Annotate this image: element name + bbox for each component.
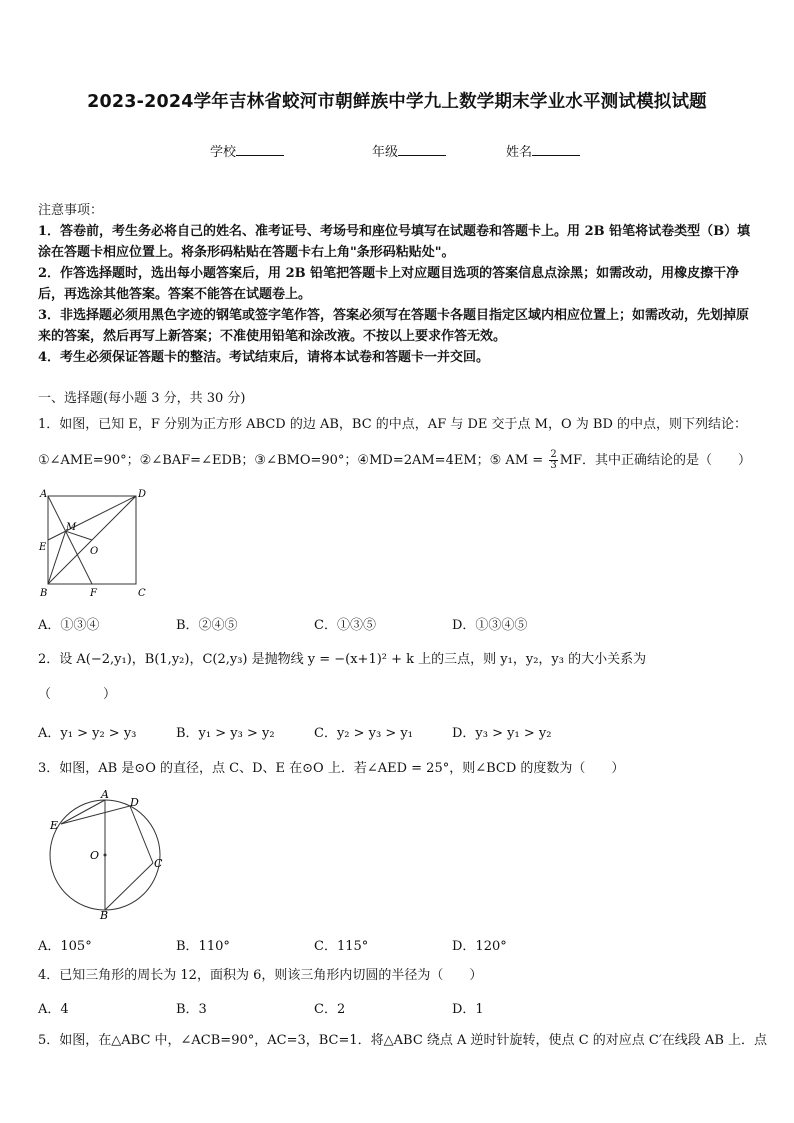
q1-frac-den: 3 (550, 460, 557, 471)
q1-option-a[interactable]: A．①③④ (38, 618, 100, 633)
q1-square-figure (36, 486, 148, 600)
label-e: E (39, 542, 47, 553)
chord-ed (61, 806, 130, 824)
label-o: O (90, 849, 100, 862)
label-d: D (138, 489, 147, 500)
q3-stem: 3．如图，AB 是⊙O 的直径，点 C、D、E 在⊙O 上．若∠AED = 25°，则∠BCD 的度数为（ ） (38, 761, 625, 776)
label-o: O (90, 546, 99, 557)
notice-item-3: 3．非选择题必须用黑色字迹的钢笔或签字笔作答，答案必须写在答题卡各题目指定区域内相应位置上；如需改动，先划掉原来的答案，然后再写上新答案；不准使用铅笔和涂改液。不按以上要求作答无效。 (38, 308, 750, 344)
q3-circle-figure (46, 788, 176, 920)
notice-item-2: 2．作答选择题时，选出每小题答案后，用 2B 铅笔把答题卡上对应题目选项的答案信息点涂黑；如需改动，用橡皮擦干净后，再选涂其他答案。答案不能答在试题卷上。 (38, 266, 740, 302)
segment-af (48, 496, 92, 584)
page-title: 2023-2024学年吉林省蛟河市朝鲜族中学九上数学期末学业水平测试模拟试题 (87, 92, 707, 112)
q1-option-c[interactable]: C．①③⑤ (314, 618, 376, 633)
label-c: C (138, 588, 146, 599)
label-m: M (66, 522, 77, 533)
q1-statements (38, 450, 762, 471)
q2-stem: 2．设 A(−2,y₁)，B(1,y₂)，C(2,y₃) 是抛物线 y = −(x+1)² + k 上的三点，则 y₁，y₂，y₃ 的大小关系为 (38, 652, 647, 667)
q1-statements-a: ①∠AME=90°；②∠BAF=∠EDB；③∠BMO=90°；④MD=2AM=4EM；⑤ AM = (38, 453, 544, 468)
label-b: B (100, 909, 109, 920)
q3-option-a[interactable]: A．105° (38, 939, 92, 954)
q5-stem: 5．如图，在△ABC 中，∠ACB=90°，AC=3，BC=1．将△ABC 绕点 A 逆时针旋转，使点 C 的对应点 C′在线段 AB 上．点 (38, 1033, 768, 1048)
q4-stem: 4．已知三角形的周长为 12，面积为 6，则该三角形内切圆的半径为（ ） (38, 968, 483, 983)
chord-ae (61, 800, 105, 824)
name-label: 姓名 (506, 145, 533, 160)
notice-item-4: 4．考生必须保证答题卡的整洁。考试结束后，请将本试卷和答题卡一并交回。 (38, 350, 490, 365)
chord-dc (130, 806, 153, 863)
school-field (210, 141, 284, 160)
q1-frac-num: 2 (550, 449, 557, 460)
q4-option-c[interactable]: C．2 (314, 1002, 346, 1017)
q3-option-d[interactable]: D．120° (452, 939, 507, 954)
grade-label: 年级 (372, 145, 399, 160)
label-d: D (130, 796, 139, 809)
label-e: E (50, 819, 59, 832)
label-a: A (101, 788, 109, 801)
label-f: F (90, 588, 97, 599)
segment-de (48, 496, 136, 540)
chord-cb (105, 863, 153, 910)
grade-field (372, 141, 446, 160)
q2-option-d[interactable]: D．y₃ > y₁ > y₂ (452, 726, 552, 741)
grade-blank[interactable] (398, 143, 446, 156)
section-heading: 一、选择题(每小题 3 分，共 30 分) (38, 391, 246, 406)
q1-statements-b: MF．其中正确结论的是（ ） (559, 453, 752, 468)
school-blank[interactable] (236, 143, 284, 156)
notice-item-1: 1．答卷前，考生务必将自己的姓名、准考证号、考场号和座位号填写在试题卷和答题卡上。用 2B 铅笔将试卷类型（B）填涂在答题卡相应位置上。将条形码粘贴在答题卡右上角"条形码粘贴处"。 (38, 224, 751, 260)
q1-fraction (549, 450, 557, 471)
q2-option-c[interactable]: C．y₂ > y₃ > y₁ (314, 726, 413, 741)
q1-stem: 1．如图，已知 E，F 分别为正方形 ABCD 的边 AB，BC 的中点，AF 与 DE 交于点 M，O 为 BD 的中点，则下列结论： (38, 417, 748, 432)
q2-option-b[interactable]: B．y₁ > y₃ > y₂ (176, 726, 275, 741)
label-b: B (40, 588, 48, 599)
q3-option-b[interactable]: B．110° (176, 939, 230, 954)
notice-heading: 注意事项： (38, 203, 104, 218)
q2-paren: （ ） (38, 687, 117, 702)
q2-option-a[interactable]: A．y₁ > y₂ > y₃ (38, 726, 137, 741)
q1-option-b[interactable]: B．②④⑤ (176, 618, 238, 633)
center-dot (104, 854, 107, 857)
label-a: A (40, 489, 48, 500)
name-blank[interactable] (532, 143, 580, 156)
school-label: 学校 (210, 145, 237, 160)
q4-option-b[interactable]: B．3 (176, 1002, 207, 1017)
q4-option-d[interactable]: D．1 (452, 1002, 484, 1017)
q1-option-d[interactable]: D．①③④⑤ (452, 618, 528, 633)
q4-option-a[interactable]: A．4 (38, 1002, 69, 1017)
name-field (506, 141, 580, 160)
label-c: C (154, 857, 163, 870)
q3-option-c[interactable]: C．115° (314, 939, 369, 954)
